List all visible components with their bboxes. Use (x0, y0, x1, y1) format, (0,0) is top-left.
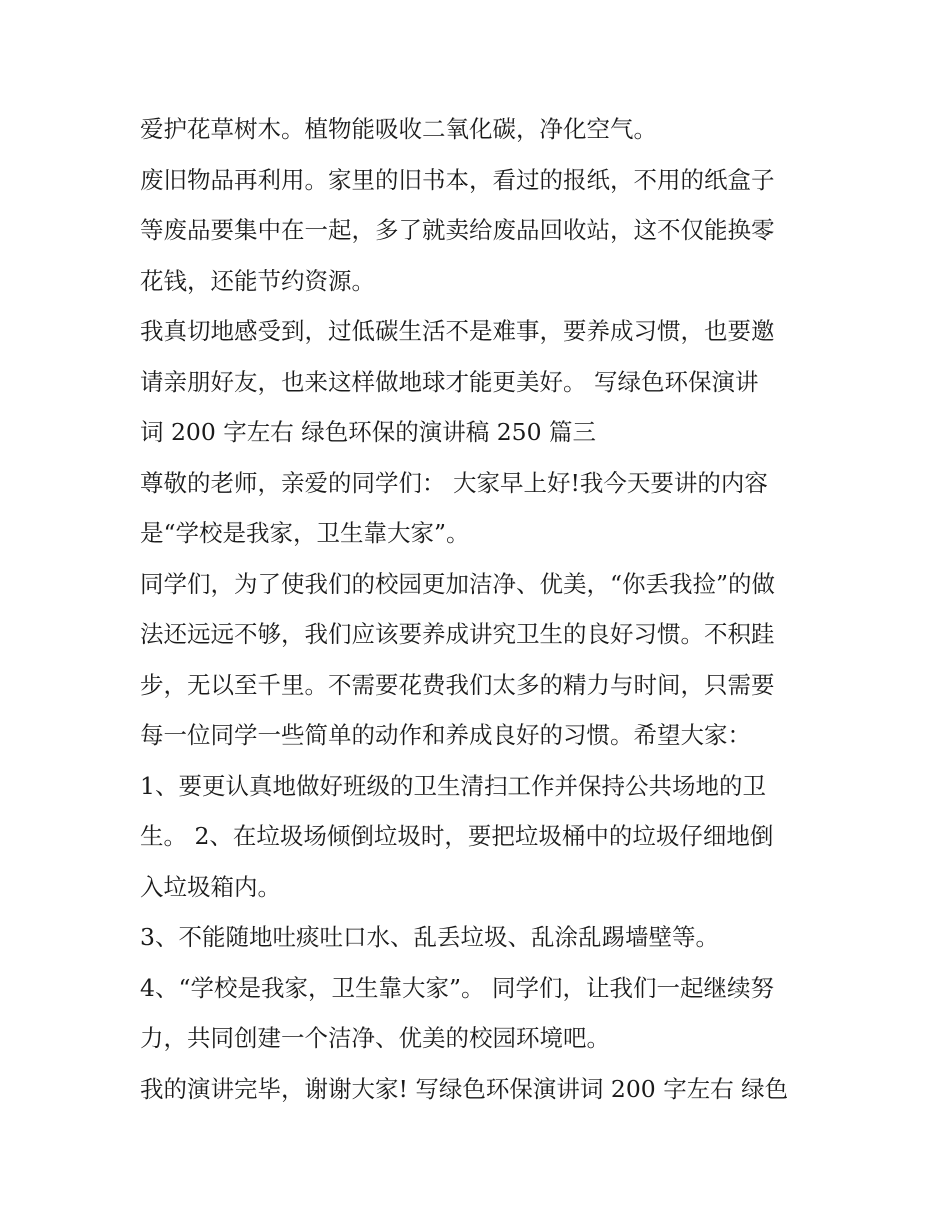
text-line: 1、要更认真地做好班级的卫生清扫工作并保持公共场地的卫 (140, 771, 766, 800)
text-line: 尊敬的老师，亲爱的同学们： 大家早上好!我今天要讲的内容 (140, 468, 768, 497)
text-line: 力，共同创建一个洁净、优美的校园环境吧。 (140, 1024, 610, 1052)
text-line: 生。 2、在垃圾场倾倒垃圾时，要把垃圾桶中的垃圾仔细地倒 (140, 822, 774, 850)
text-line: 3、不能随地吐痰吐口水、乱丢垃圾、乱涂乱踢墙壁等。 (140, 923, 719, 951)
text-line: 法还远远不够，我们应该要养成讲究卫生的良好习惯。不积跬 (140, 620, 775, 648)
text-line: 我的演讲完毕，谢谢大家! 写绿色环保演讲词 200 字左右 绿色 (140, 1074, 789, 1103)
text-line: 花钱，还能节约资源。 (140, 266, 375, 295)
text-line: 等废品要集中在一起，多了就卖给废品回收站，这不仅能换零 (140, 216, 775, 244)
text-line: 请亲朋好友，也来这样做地球才能更美好。 写绿色环保演讲 (140, 367, 759, 396)
document-body (140, 104, 830, 1114)
text-line: 我真切地感受到，过低碳生活不是难事，要养成习惯，也要邀 (140, 317, 775, 345)
text-line: 步，无以至千里。不需要花费我们太多的精力与时间，只需要 (140, 670, 775, 699)
text-line: 入垃圾箱内。 (140, 872, 281, 901)
text-line: 爱护花草树木。植物能吸收二氧化碳，净化空气。 (140, 115, 657, 143)
text-line: 废旧物品再利用。家里的旧书本，看过的报纸，不用的纸盒子 (140, 165, 775, 194)
text-line: 每一位同学一些简单的动作和养成良好的习惯。希望大家： (140, 721, 751, 749)
text-line: 4、“学校是我家，卫生靠大家”。 同学们，让我们一起继续努 (140, 973, 774, 1002)
text-line: 是“学校是我家，卫生靠大家”。 (140, 519, 470, 547)
text-line: 同学们，为了使我们的校园更加洁净、优美，“你丢我捡”的做 (140, 569, 776, 598)
text-line: 词 200 字左右 绿色环保的演讲稿 250 篇三 (140, 418, 597, 446)
